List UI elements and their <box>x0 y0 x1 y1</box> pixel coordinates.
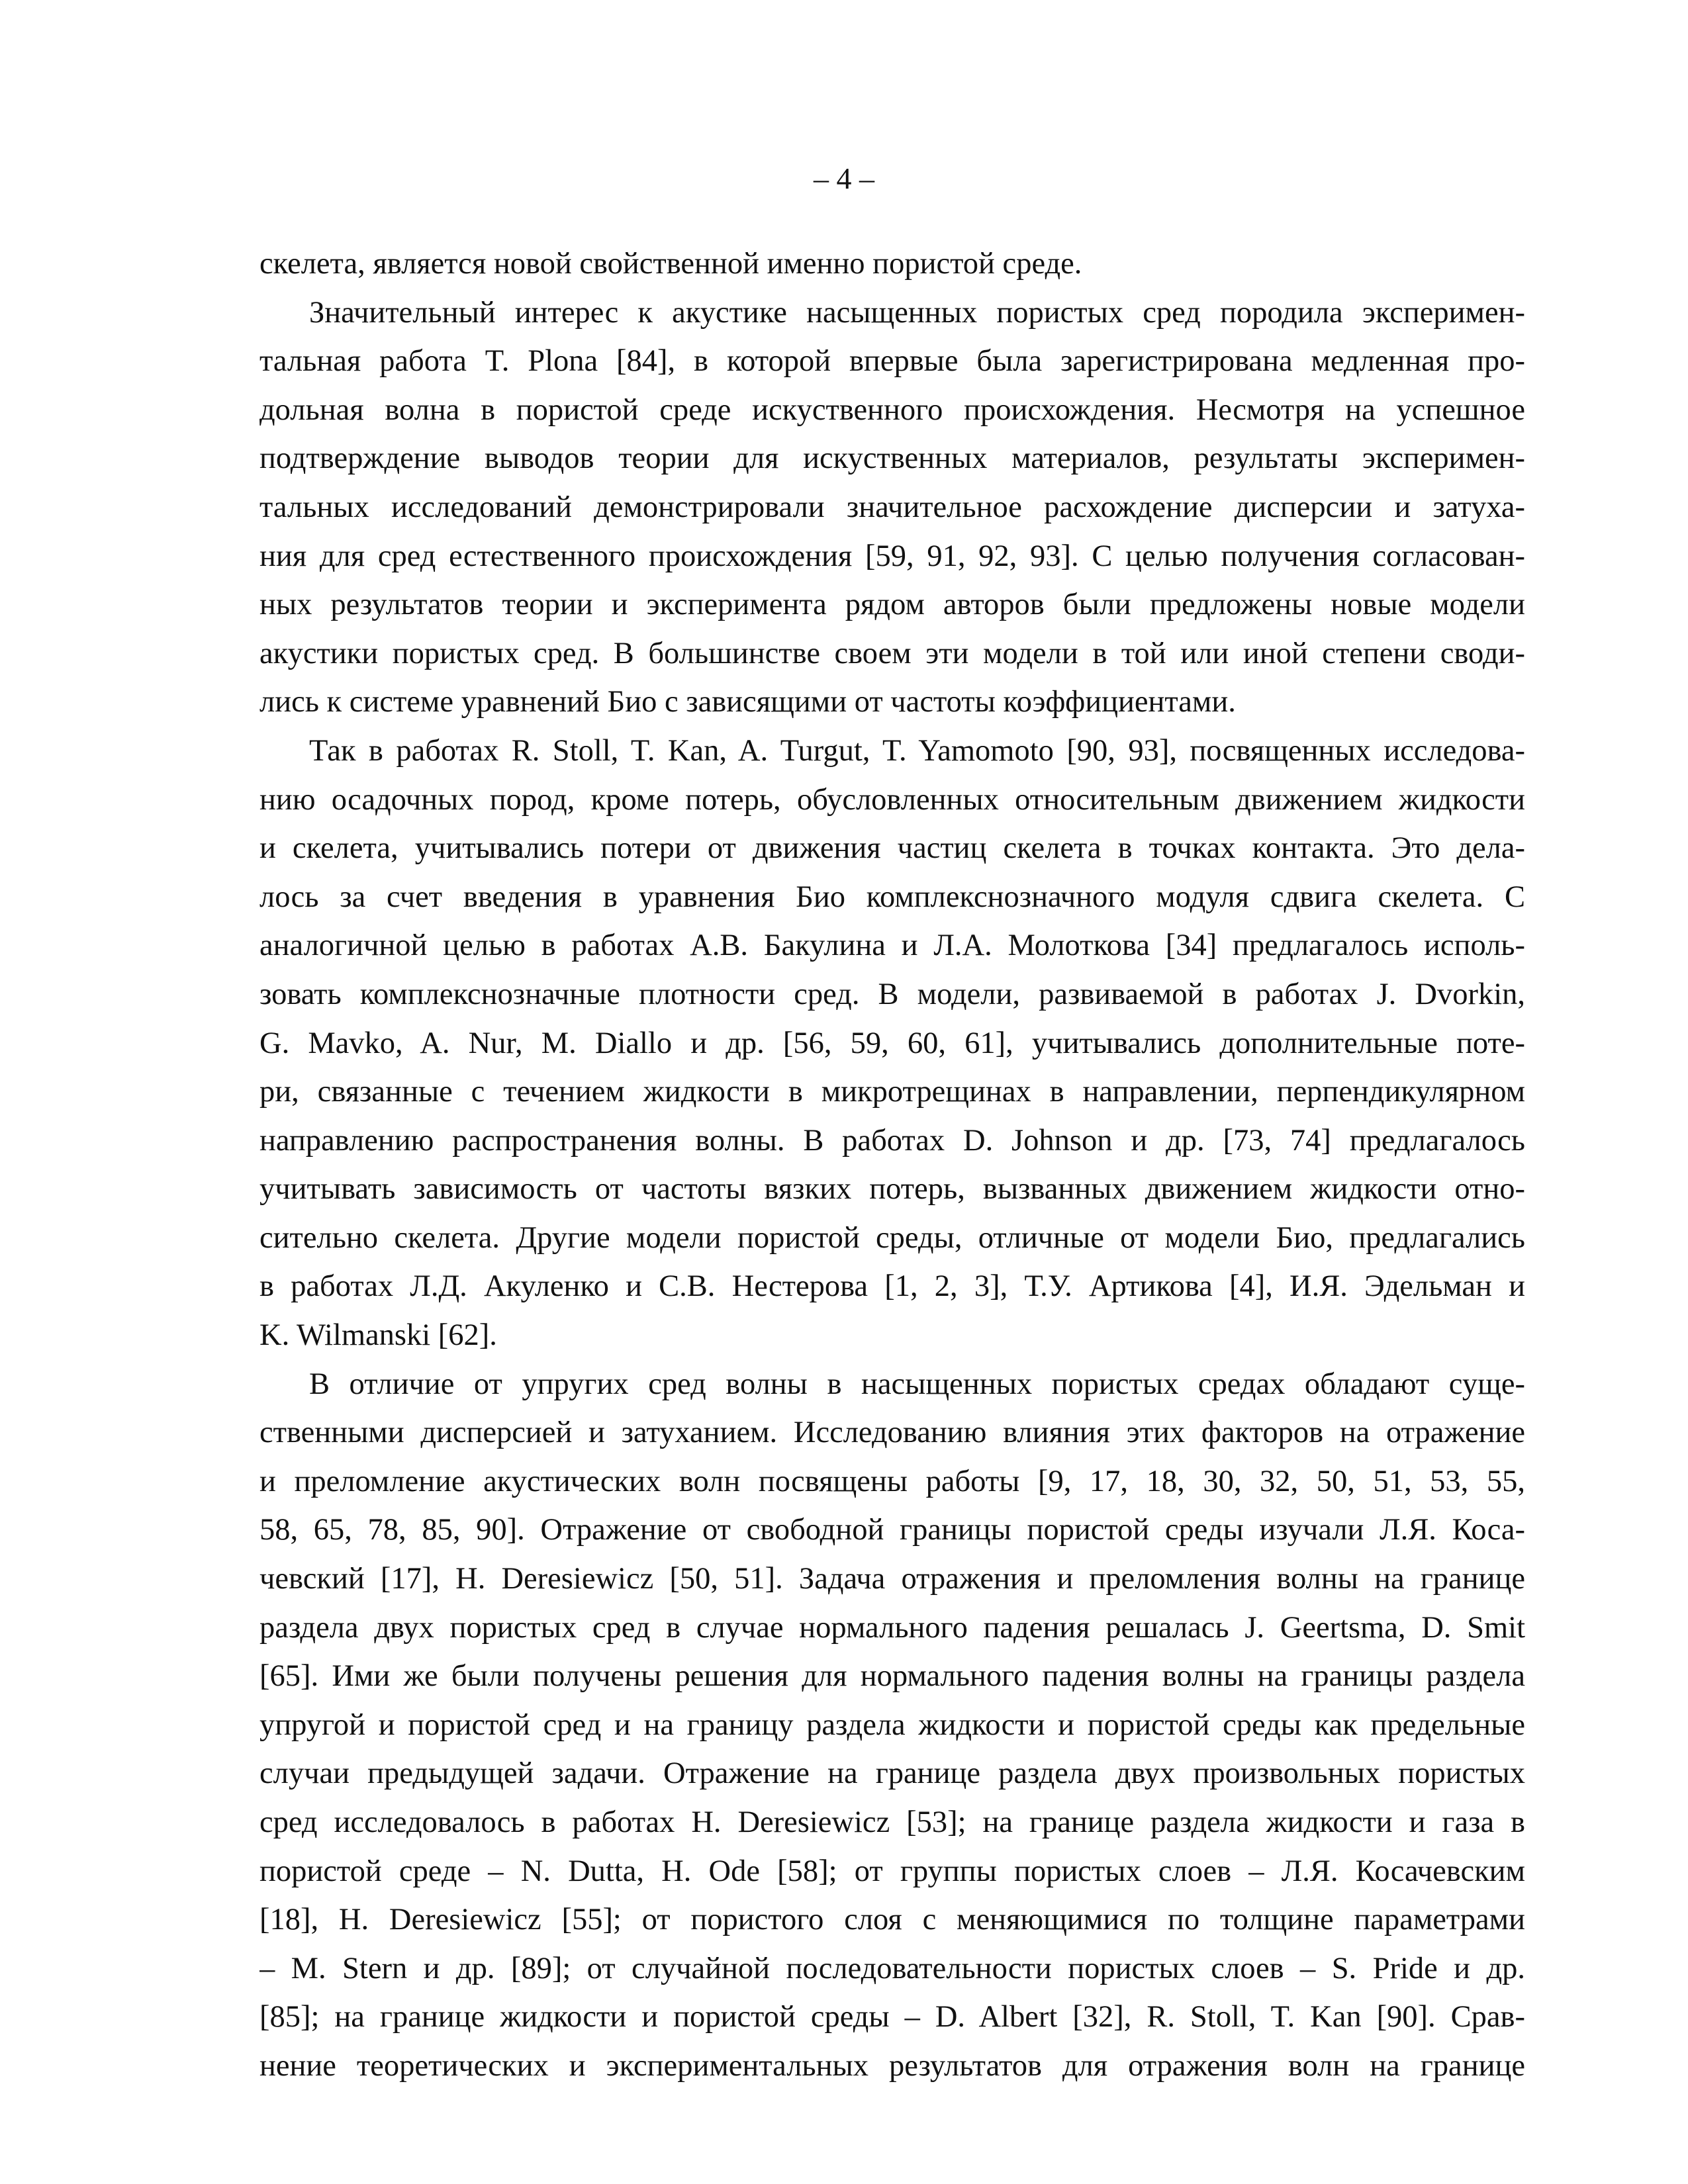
text-line: Значительный интерес к акустике насыщенных пористых сред породила эксперимен- <box>309 295 1525 330</box>
text-line: [85]; на границе жидкости и пористой среды – D. Albert [32], R. Stoll, T. Kan [90]. Срав- <box>259 2000 1525 2034</box>
text-line: лись к системе уравнений Био с зависящими от частоты коэффициентами. <box>259 685 1236 719</box>
text-line: 58, 65, 78, 85, 90]. Отражение от свободной границы пористой среды изучали Л.Я. Коса- <box>259 1513 1525 1547</box>
text-line: ных результатов теории и эксперимента рядом авторов были предложены новые модели <box>259 588 1525 622</box>
text-line: K. Wilmanski [62]. <box>259 1318 497 1353</box>
text-line: зовать комплекснозначные плотности сред. В модели, развиваемой в работах J. Dvorkin, <box>259 977 1525 1011</box>
text-line: сред исследовалось в работах H. Deresiewicz [53]; на границе раздела жидкости и газа в <box>259 1805 1525 1839</box>
text-line: ственными дисперсией и затуханием. Исследованию влияния этих факторов на отражение <box>259 1416 1525 1450</box>
text-line: ния для сред естественного происхождения [59, 91, 92, 93]. С целью получения согласован- <box>259 539 1525 573</box>
text-line: чевский [17], H. Deresiewicz [50, 51]. Задача отражения и преломления волны на границе <box>259 1562 1525 1596</box>
paragraph <box>259 289 1525 727</box>
text-line: В отличие от упругих сред волны в насыщенных пористых средах обладают суще- <box>309 1367 1525 1401</box>
text-line: и скелета, учитывались потери от движения частиц скелета в точках контакта. Это дела- <box>259 831 1525 866</box>
text-line: [18], H. Deresiewicz [55]; от пористого слоя с меняющимися по толщине параметрами <box>259 1903 1525 1937</box>
document-body <box>259 240 1525 2091</box>
text-line: скелета, является новой свойственной именно пористой среде. <box>259 247 1082 281</box>
paragraph <box>259 1360 1525 2091</box>
text-line: в работах Л.Д. Акуленко и С.В. Нестерова [1, 2, 3], Т.У. Артикова [4], И.Я. Эдельман и <box>259 1269 1525 1304</box>
text-line: упругой и пористой сред и на границу раздела жидкости и пористой среды как предельные <box>259 1707 1525 1742</box>
text-line: G. Mavko, A. Nur, M. Diallo и др. [56, 59, 60, 61], учитывались дополнительные поте- <box>259 1026 1525 1060</box>
text-line: подтверждение выводов теории для искуственных материалов, результаты эксперимен- <box>259 441 1525 476</box>
text-line: дольная волна в пористой среде искуственного происхождения. Несмотря на успешное <box>259 392 1525 427</box>
paragraph <box>259 240 1525 289</box>
text-line: и преломление акустических волн посвящены работы [9, 17, 18, 30, 32, 50, 51, 53, 55, <box>259 1464 1525 1498</box>
text-line: тальная работа T. Plona [84], в которой впервые была зарегистрирована медленная про- <box>259 344 1525 379</box>
paragraph <box>259 727 1525 1360</box>
text-line: ри, связанные с течением жидкости в микротрещинах в направлении, перпендикулярном <box>259 1075 1525 1109</box>
text-line: нение теоретических и экспериментальных результатов для отражения волн на границе <box>259 2048 1525 2083</box>
page-number: – 4 – <box>814 161 874 195</box>
text-line: сительно скелета. Другие модели пористой среды, отличные от модели Био, предлагались <box>259 1220 1525 1255</box>
text-line: лось за счет введения в уравнения Био комплекснозначного модуля сдвига скелета. С <box>259 880 1525 914</box>
text-line: аналогичной целью в работах А.В. Бакулина и Л.А. Молоткова [34] предлагалось исполь- <box>259 929 1525 963</box>
text-line: раздела двух пористых сред в случае нормального падения решалась J. Geertsma, D. Smit <box>259 1610 1525 1645</box>
text-line: Так в работах R. Stoll, T. Kan, A. Turgut, T. Yamomoto [90, 93], посвященных исследова- <box>309 733 1525 768</box>
text-line: тальных исследований демонстрировали значительное расхождение дисперсии и затуха- <box>259 490 1525 524</box>
text-line: направлению распространения волны. В работах D. Johnson и др. [73, 74] предлагалось <box>259 1123 1525 1158</box>
text-line: [65]. Ими же были получены решения для нормального падения волны на границы раздела <box>259 1659 1525 1694</box>
text-line: учитывать зависимость от частоты вязких потерь, вызванных движением жидкости отно- <box>259 1172 1525 1206</box>
text-line: пористой среде – N. Dutta, H. Ode [58]; от группы пористых слоев – Л.Я. Косачевским <box>259 1854 1525 1888</box>
text-line: нию осадочных пород, кроме потерь, обусловленных относительным движением жидкости <box>259 782 1525 817</box>
text-line: акустики пористых сред. В большинстве своем эти модели в той или иной степени своди- <box>259 636 1525 670</box>
text-line: случаи предыдущей задачи. Отражение на границе раздела двух произвольных пористых <box>259 1756 1525 1791</box>
text-line: – M. Stern и др. [89]; от случайной последовательности пористых слоев – S. Pride и др. <box>259 1951 1525 1985</box>
